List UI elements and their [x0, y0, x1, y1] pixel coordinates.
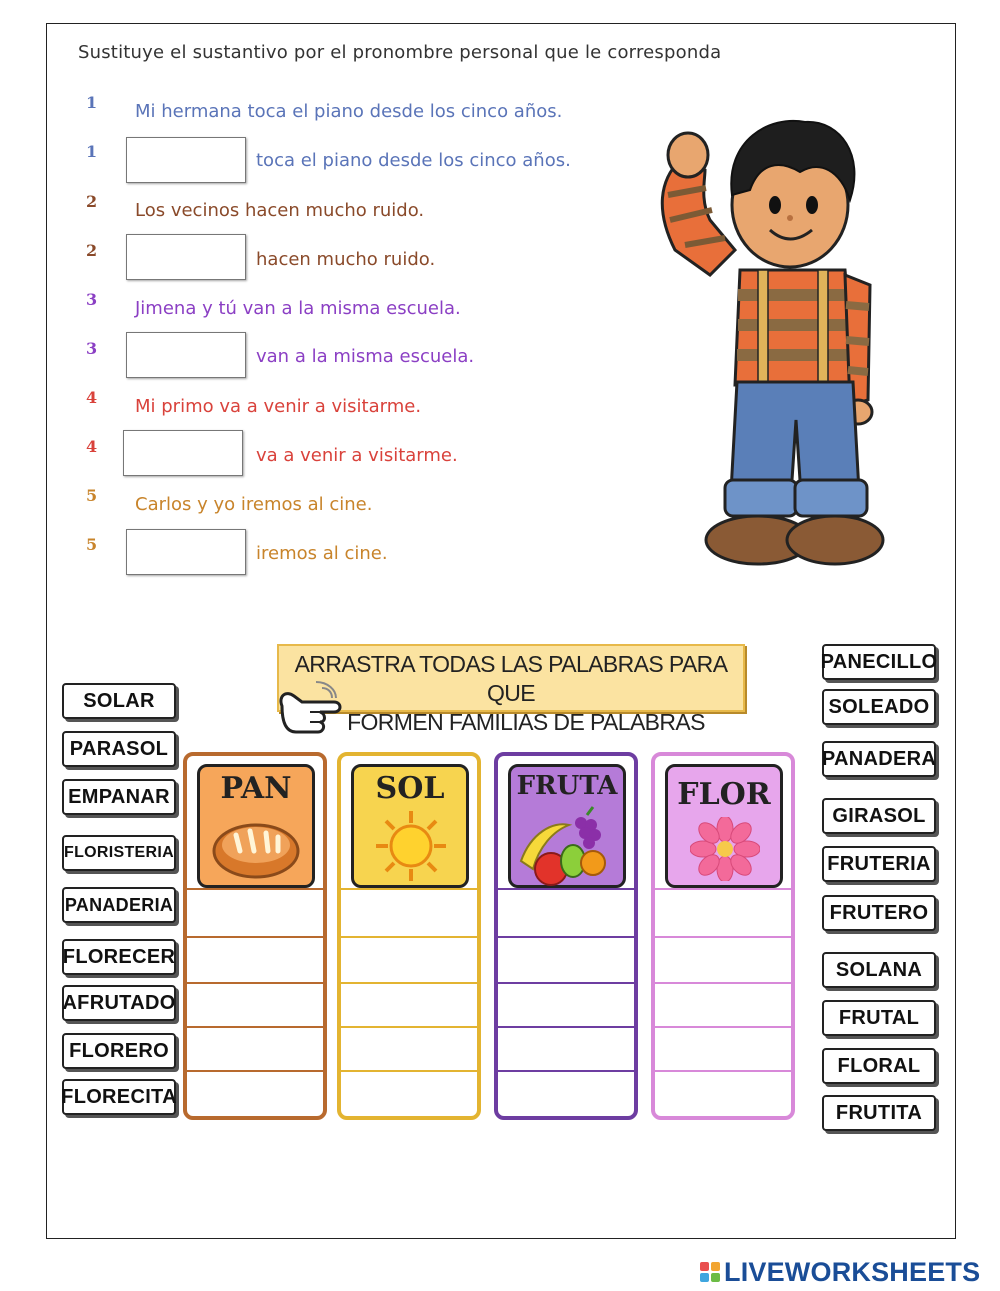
column-flor — [651, 752, 795, 1120]
exercise-sentence: Mi primo va a venir a visitarme. — [135, 396, 422, 417]
drop-line — [187, 888, 323, 890]
exercise-number: 3 — [86, 290, 98, 309]
drop-slot[interactable] — [657, 892, 789, 936]
column-title: PAN — [220, 771, 292, 806]
word-tile[interactable]: SOLANA — [822, 952, 936, 988]
drop-slot[interactable] — [657, 1030, 789, 1074]
exercise-sentence: Jimena y tú van a la misma escuela. — [135, 298, 461, 319]
drop-slot[interactable] — [189, 892, 321, 936]
drop-slot[interactable] — [500, 1074, 632, 1118]
word-tile[interactable]: FRUTITA — [822, 1095, 936, 1131]
drop-slot[interactable] — [500, 892, 632, 936]
answer-input-4[interactable] — [124, 431, 242, 475]
drop-slot[interactable] — [657, 1074, 789, 1118]
exercise-rest: toca el piano desde los cinco años. — [256, 150, 571, 171]
exercise-rest: iremos al cine. — [256, 543, 388, 564]
fruit-icon — [517, 803, 617, 887]
drop-slot[interactable] — [189, 940, 321, 984]
drop-slot[interactable] — [189, 1030, 321, 1074]
word-tile[interactable]: PANADERA — [822, 741, 936, 777]
banner-line-1: ARRASTRA TODAS LAS PALABRAS PARA QUE — [294, 651, 728, 706]
boy-illustration — [640, 100, 890, 580]
answer-box-4[interactable] — [123, 430, 243, 476]
column-header — [508, 764, 626, 888]
exercise-number: 3 — [86, 339, 98, 358]
exercise-number: 4 — [86, 388, 98, 407]
answer-input-3[interactable] — [127, 333, 245, 377]
drop-slot[interactable] — [189, 986, 321, 1030]
drop-line — [498, 888, 634, 890]
drop-slot[interactable] — [189, 1074, 321, 1118]
drop-slot[interactable] — [657, 986, 789, 1030]
word-tile[interactable]: FLORISTERIA — [62, 835, 176, 871]
column-sol — [337, 752, 481, 1120]
exercise-sentence: Los vecinos hacen mucho ruido. — [135, 200, 425, 221]
column-header — [351, 764, 469, 888]
exercise-number: 5 — [86, 535, 98, 554]
exercise-number: 2 — [86, 192, 98, 211]
word-tile[interactable]: FRUTERO — [822, 895, 936, 931]
word-tile[interactable]: AFRUTADO — [62, 985, 176, 1021]
word-tile[interactable]: PARASOL — [62, 731, 176, 767]
column-header — [197, 764, 315, 888]
drop-slot[interactable] — [343, 986, 475, 1030]
answer-box-3[interactable] — [126, 332, 246, 378]
exercise-number: 1 — [86, 93, 98, 112]
drop-slot[interactable] — [343, 1074, 475, 1118]
answer-input-1[interactable] — [127, 138, 245, 182]
exercise-sentence: Carlos y yo iremos al cine. — [135, 494, 373, 515]
answer-box-1[interactable] — [126, 137, 246, 183]
drop-line — [187, 936, 323, 938]
word-tile[interactable]: PANECILLO — [822, 644, 936, 680]
drop-slot[interactable] — [343, 1030, 475, 1074]
word-tile[interactable]: FRUTERIA — [822, 846, 936, 882]
answer-input-2[interactable] — [127, 235, 245, 279]
drop-slot[interactable] — [343, 892, 475, 936]
column-pan — [183, 752, 327, 1120]
exercise-rest: hacen mucho ruido. — [256, 249, 436, 270]
column-title: FLOR — [677, 777, 771, 812]
drop-line — [341, 888, 477, 890]
exercise-number: 4 — [86, 437, 98, 456]
exercise-number: 1 — [86, 142, 98, 161]
exercise-sentence: Mi hermana toca el piano desde los cinco años. — [135, 101, 563, 122]
exercise-number: 2 — [86, 241, 98, 260]
answer-box-5[interactable] — [126, 529, 246, 575]
banner-line-2: FORMEN FAMILIAS DE PALABRAS — [347, 709, 705, 735]
word-tile[interactable]: PANADERIA — [62, 887, 176, 923]
drop-slot[interactable] — [500, 986, 632, 1030]
exercise-rest: van a la misma escuela. — [256, 346, 475, 367]
word-tile[interactable]: FLORECITA — [62, 1079, 176, 1115]
drop-slot[interactable] — [343, 940, 475, 984]
brand-name: LIVEWORKSHEETS — [724, 1256, 981, 1287]
drop-slot[interactable] — [657, 940, 789, 984]
word-tile[interactable]: EMPANAR — [62, 779, 176, 815]
instruction-text: Sustituye el sustantivo por el pronombre personal que le corresponda — [78, 42, 722, 63]
column-title: FRUTA — [516, 771, 618, 801]
drop-line — [341, 936, 477, 938]
sun-icon — [374, 809, 448, 883]
column-header — [665, 764, 783, 888]
column-fruta — [494, 752, 638, 1120]
drop-slot[interactable] — [500, 940, 632, 984]
column-title: SOL — [375, 771, 445, 806]
drop-line — [655, 936, 791, 938]
word-tile[interactable]: FLORECER — [62, 939, 176, 975]
word-tile[interactable]: GIRASOL — [822, 798, 936, 834]
exercise-number: 5 — [86, 486, 98, 505]
brand-footer — [700, 1257, 980, 1287]
exercise-rest: va a venir a visitarme. — [256, 445, 458, 466]
word-tile[interactable]: FRUTAL — [822, 1000, 936, 1036]
drop-line — [655, 888, 791, 890]
flower-icon — [690, 817, 760, 881]
word-tile[interactable]: FLORERO — [62, 1033, 176, 1069]
answer-input-5[interactable] — [127, 530, 245, 574]
answer-box-2[interactable] — [126, 234, 246, 280]
bread-icon — [210, 811, 302, 881]
drop-line — [498, 936, 634, 938]
brand-logo-icon — [700, 1262, 720, 1282]
word-tile[interactable]: SOLEADO — [822, 689, 936, 725]
word-tile[interactable]: SOLAR — [62, 683, 176, 719]
word-tile[interactable]: FLORAL — [822, 1048, 936, 1084]
pointing-hand-icon — [276, 676, 350, 740]
drop-slot[interactable] — [500, 1030, 632, 1074]
